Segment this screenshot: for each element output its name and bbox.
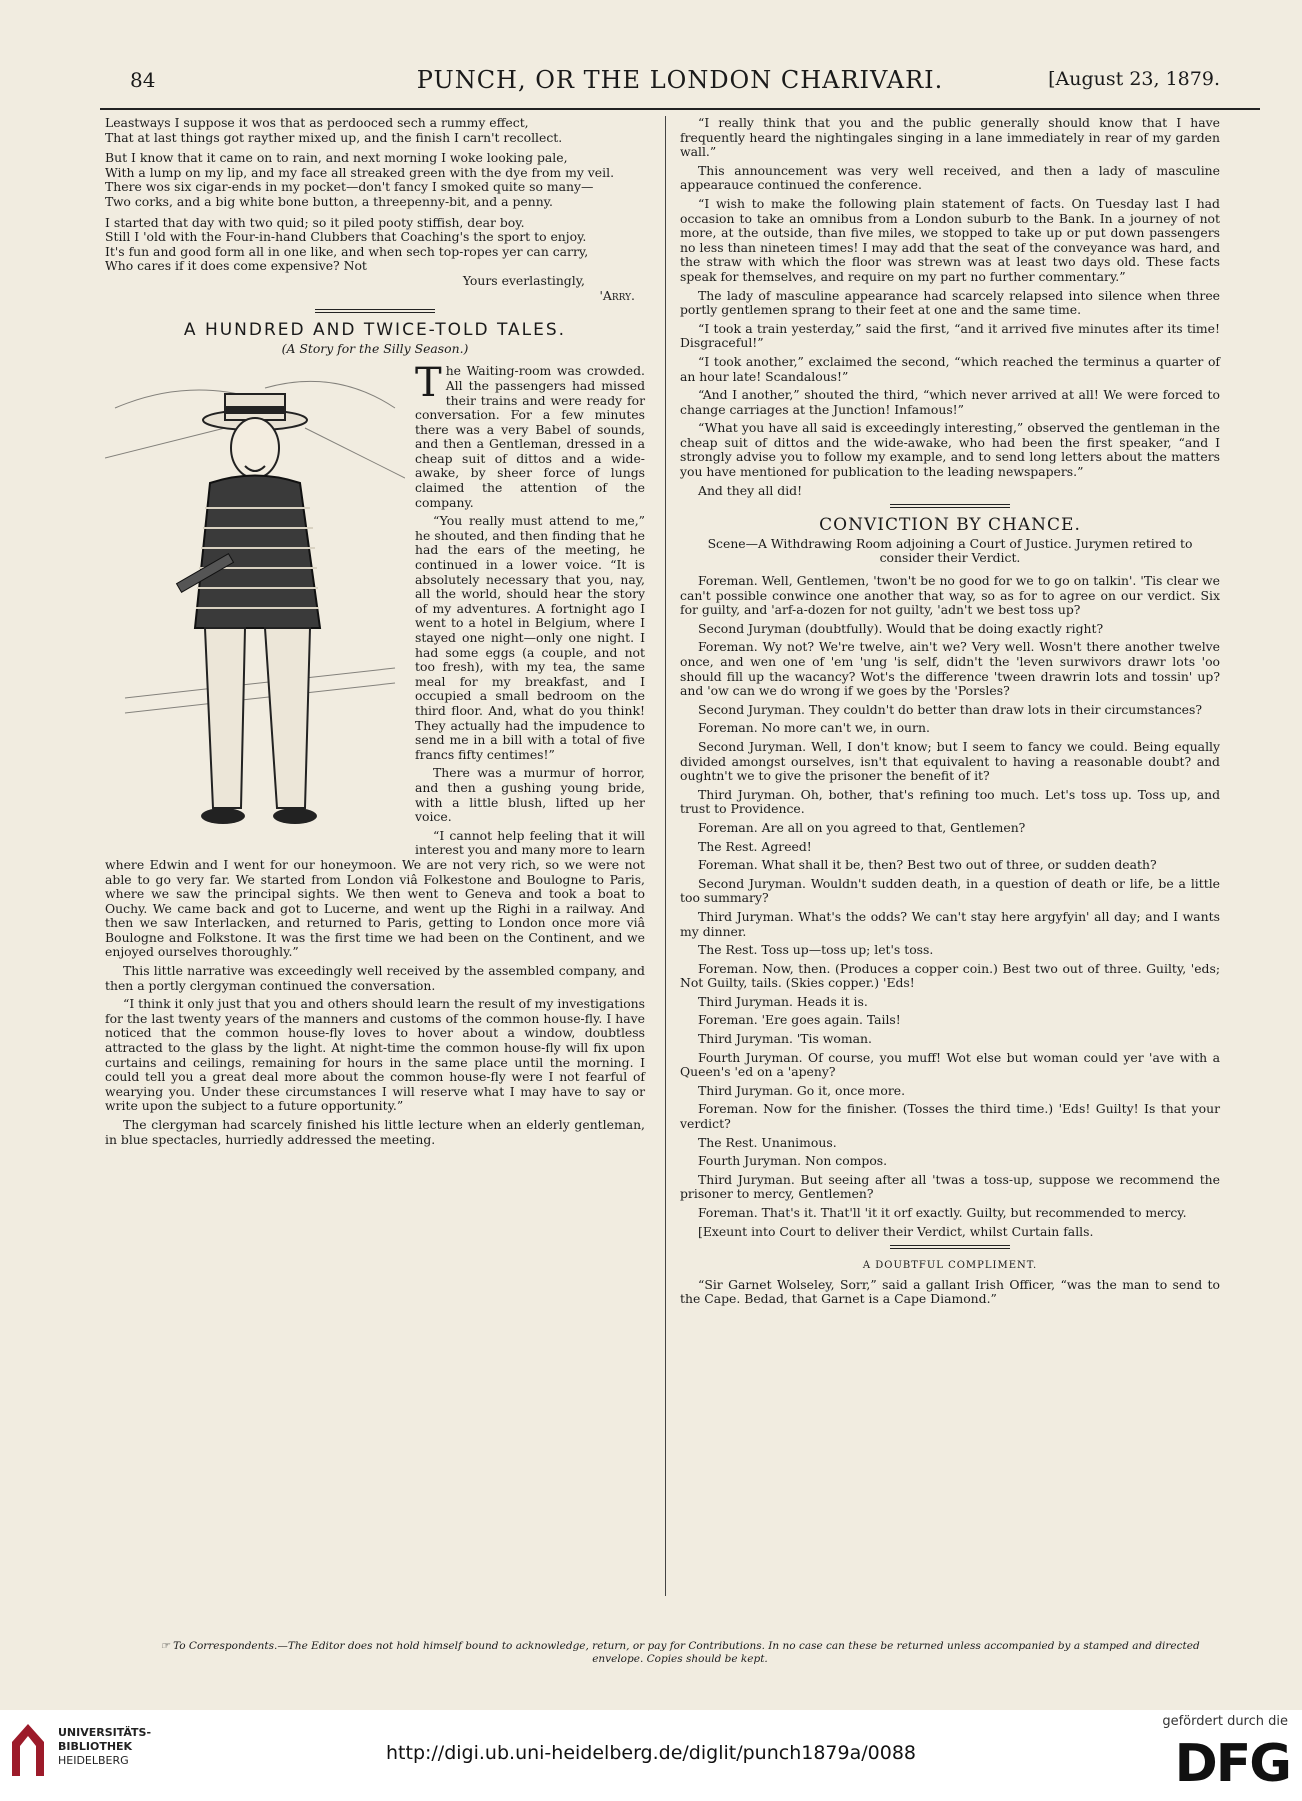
signoff: Yours everlastingly, (462, 272, 585, 288)
stage-direction: [Exeunt into Court to deliver their Verdict, whilst Curtain falls. (698, 1223, 1094, 1239)
verse-line: Two corks, and a big white bone button, a threepenny-bit, and a penny. (105, 193, 553, 209)
verse-line: There wos six cigar-ends in my pocket—don't fancy I smoked quite so many— (105, 179, 594, 195)
dfg-logo: DFG (1174, 1734, 1290, 1794)
story-paragraph: he Waiting-room was crowded. All the passengers had missed their trains and were ready for conversation. For a few minutes there was a very Babel of sounds, and then a Gentleman, dressed in a cheap suit of dittos and a wide-awake, by sheer force of lungs claimed the attention of the company. (415, 363, 645, 510)
verse-line: I started that day with two quid; so it piled pooty stiffish, dear boy. (105, 214, 525, 230)
story-paragraph: “I cannot help feeling that it will interest you and many more to learn where Edwin and I went for our honeymoon. We are not very rich, so we were not able to go very far. We started from London viâ Folkestone and Boulogne to Paris, where we saw the principal sights. We then went to Geneva and took a boat to Ouchy. We came back and got to Lucerne, and went up the Righi in a railway. And then we saw Interlacken, and returned to Paris, getting to London once more viâ Boulogne and Folkstone. It was the first time we had been on the Continent, and we enjoyed ourselves thoroughly.” (105, 827, 645, 960)
story-title: A HUNDRED AND TWICE-TOLD TALES. (183, 320, 567, 341)
dialogue-line: Third Juryman. But seeing after all 'twas a toss-up, suppose we recommend the prisoner to mercy, Gentlemen? (680, 1171, 1220, 1202)
dialogue-line: Fourth Juryman. Of course, you muff! Wot else but woman could yer 'ave with a Queen's 'ed on a 'apeny? (680, 1049, 1220, 1080)
section-rule (890, 1245, 1010, 1249)
dialogue-line: Third Juryman. 'Tis woman. (698, 1031, 872, 1047)
scene-direction: Scene—A Withdrawing Room adjoining a Court of Justice. Jurymen retired to consider their Verdict. (707, 535, 1193, 566)
verse-line: Leastways I suppose it wos that as perdooced sech a rummy effect, (105, 115, 529, 130)
dialogue-line: Foreman. 'Ere goes again. Tails! (698, 1012, 901, 1028)
story-paragraph: There was a murmur of horror, and then a gushing young bride, with a little blush, lifted up her voice. (415, 765, 645, 825)
dialogue-line: Foreman. Now for the finisher. (Tosses the third time.) 'Eds! Guilty! Is that your verdict? (680, 1101, 1220, 1132)
correspondents-notice: ☞ To Correspondents.—The Editor does not hold himself bound to acknowledge, return, or pay for Contributions. In no case can these be returned unless accompanied by a stamped and directed envelope. Copies should be kept. (160, 1640, 1200, 1665)
story-paragraph: “I think it only just that you and others should learn the result of my investigations for the last twenty years of the manners and customs of the common house-fly. I have noticed that the common house-fly loves to hover about a window, doubtless attracted to the glass by the light. At night-time the common house-fly will fix upon curtains and ceilings, remaining for hours in the same place until the morning. I could tell you a great deal more about the common house-fly were I not fearful of wearying you. Under these circumstances I will reserve what I may have to say or write upon the subject to a future opportunity.” (105, 996, 645, 1114)
dialogue-line: Foreman. Wy not? We're twelve, ain't we? Very well. Wosn't there another twelve once, and wen one of 'em 'ung 'is self, didn't the 'leven surwivors drawr lots 'oo should fill up the wacancy? Wot's the difference 'tween drawrin lots and tossin' up? and 'ow can we do wrong if we goes by the 'Porsles? (680, 639, 1220, 699)
dialogue-line: Second Juryman. They couldn't do better than draw lots in their circumstances? (698, 701, 1202, 717)
funding-note: gefördert durch die (1162, 1714, 1288, 1729)
right-column (680, 116, 1220, 1311)
library-name-line: HEIDELBERG (58, 1754, 129, 1767)
dialogue-line: Foreman. That's it. That'll 'it it orf exactly. Guilty, but recommended to mercy. (698, 1205, 1187, 1220)
issue-date: [August 23, 1879. (1048, 68, 1220, 90)
dialogue-line: Third Juryman. What's the odds? We can't stay here argyfyin' all day; and I wants my dinner. (680, 908, 1220, 939)
drop-cap: T (415, 360, 442, 407)
dialogue-line: Fourth Juryman. Non compos. (698, 1153, 888, 1169)
dialogue-line: Foreman. No more can't we, in ourn. (698, 720, 930, 736)
story-paragraph: This announcement was very well received, and then a lady of masculine appearauce continued the conference. (680, 162, 1220, 193)
dialogue-line: Foreman. What shall it be, then? Best two out of three, or sudden death? (698, 857, 1157, 873)
story-paragraph: The clergyman had scarcely finished his little lecture when an elderly gentleman, in blue spectacles, hurriedly addressed the meeting. (105, 1117, 645, 1147)
verse-line: It's fun and good form all in one like, and when sech top-ropes yer can carry, (105, 243, 589, 259)
compliment-title: A DOUBTFUL COMPLIMENT. (862, 1260, 1038, 1272)
source-url[interactable]: http://digi.ub.uni-heidelberg.de/diglit/punch1879a/0088 (386, 1742, 916, 1764)
dialogue-line: Third Juryman. Heads it is. (698, 993, 868, 1009)
story-paragraph: “What you have all said is exceedingly interesting,” observed the gentleman in the cheap suit of dittos and the wide-awake, who had been the first speaker, “and I strongly advise you to follow my example, and to send long letters about the matters you have mentioned for publication to the leading newspapers.” (680, 420, 1220, 480)
footer-bar (0, 1710, 1302, 1801)
dialogue-line: Second Juryman. Well, I don't know; but I seem to fancy we could. Being equally divided amongst ourselves, isn't that equivalent to having a reasonable doubt? and oughtn't we to give the prisoner the benefit of it? (680, 738, 1220, 784)
conviction-title: CONVICTION BY CHANCE. (819, 515, 1081, 536)
section-rule (890, 504, 1010, 508)
verse-line: Still I 'old with the Four-in-hand Clubbers that Coaching's the sport to enjoy. (105, 229, 587, 245)
page-number: 84 (130, 68, 156, 92)
dialogue-line: Second Juryman (doubtfully). Would that be doing exactly right? (698, 620, 1104, 636)
library-name-line: UNIVERSITÄTS- (58, 1726, 152, 1739)
dialogue-line: The Rest. Agreed! (698, 838, 812, 854)
verse-line: With a lump on my lip, and my face all streaked green with the dye from my veil. (105, 164, 615, 180)
dialogue-line: Foreman. Are all on you agreed to that, Gentlemen? (698, 819, 1026, 835)
scanned-page (100, 60, 1260, 1680)
verse-line: Who cares if it does come expensive? Not (105, 258, 367, 274)
story-paragraph: And they all did! (698, 482, 803, 498)
verse-line: But I know that it came on to rain, and next morning I woke looking pale, (105, 150, 568, 166)
page-title: PUNCH, OR THE LONDON CHARIVARI. (416, 66, 944, 94)
page-header (100, 60, 1260, 110)
story-paragraph: “And I another,” shouted the third, “which never arrived at all! We were forced to change carriages at the Junction! Infamous!” (680, 387, 1220, 417)
signature: 'Arry. (599, 287, 635, 303)
dialogue-line: Second Juryman. Wouldn't sudden death, in a question of death or life, be a little too summary? (680, 875, 1220, 906)
dialogue-line: Foreman. Well, Gentlemen, 'twon't be no good for we to go on talkin'. 'Tis clear we can't possible conwince one another that way, so as for to agree on our verdict. Six for guilty, and 'arf-a-dozen for not guilty, 'adn't we best toss up? (680, 573, 1220, 618)
story-paragraph: The lady of masculine appearance had scarcely relapsed into silence when three portly gentlemen sprang to their feet at one and the same time. (680, 287, 1220, 318)
compliment-paragraph: “Sir Garnet Wolseley, Sorr,” said a gallant Irish Officer, “was the man to send to the Cape. Bedad, that Garnet is a Cape Diamond.” (680, 1276, 1220, 1307)
story-paragraph: This little narrative was exceedingly well received by the assembled company, and then a portly clergyman continued the conversation. (105, 963, 645, 993)
dialogue-line: Third Juryman. Oh, bother, that's refining too much. Let's toss up. Toss up, and trust to Providence. (680, 786, 1220, 817)
verse-line: That at last things got rayther mixed up, and the finish I carn't recollect. (105, 129, 563, 145)
gentleman-engraving (105, 368, 405, 848)
story-subtitle: (A Story for the Silly Season.) (281, 340, 469, 356)
dialogue-line: Third Juryman. Go it, once more. (698, 1082, 906, 1098)
story-paragraph: “You really must attend to me,” he shouted, and then finding that he had the ears of the meeting, he continued in a lower voice. “It is absolutely necessary that you, nay, all the world, should hear the story of my adventures. A fortnight ago I went to a hotel in Belgium, where I stayed one night—only one night. I had some eggs (a couple, and not too fresh), with my tea, the same meal for my breakfast, and I occupied a small bedroom on the third floor. And, what do you think! They actually had the impudence to send me in a bill with a total of five francs fifty centimes!” (415, 513, 645, 762)
section-rule (315, 309, 435, 313)
column-divider (665, 116, 666, 1596)
story-paragraph: “I took a train yesterday,” said the first, “and it arrived five minutes after its time! Disgraceful!” (680, 320, 1220, 351)
story-paragraph: “I wish to make the following plain statement of facts. On Tuesday last I had occasion to take an omnibus from a London suburb to the Bank. In a journey of not more, at the outside, than five miles, we stopped to take up or put down passengers no less than nineteen times! I may add that the seat of the conveyance was hard, and the straw with which the floor was strewn was at least two days old. These facts speak for themselves, and require on my part no further commentary.” (680, 195, 1220, 284)
dialogue-line: The Rest. Unanimous. (698, 1134, 837, 1150)
dialogue-line: Foreman. Now, then. (Produces a copper coin.) Best two out of three. Guilty, 'eds; Not Guilty, tails. (Skies copper.) 'Eds! (680, 960, 1220, 991)
illustration (105, 368, 405, 848)
story-paragraph: “I really think that you and the public generally should know that I have frequently heard the nightingales singing in a lane immediately in rear of my garden wall.” (680, 115, 1220, 160)
left-column (105, 116, 645, 1151)
dialogue-line: The Rest. Toss up—toss up; let's toss. (698, 942, 934, 958)
story-paragraph: “I took another,” exclaimed the second, “which reached the terminus a quarter of an hour late! Scandalous!” (680, 353, 1220, 384)
library-name-line: BIBLIOTHEK (58, 1740, 133, 1753)
